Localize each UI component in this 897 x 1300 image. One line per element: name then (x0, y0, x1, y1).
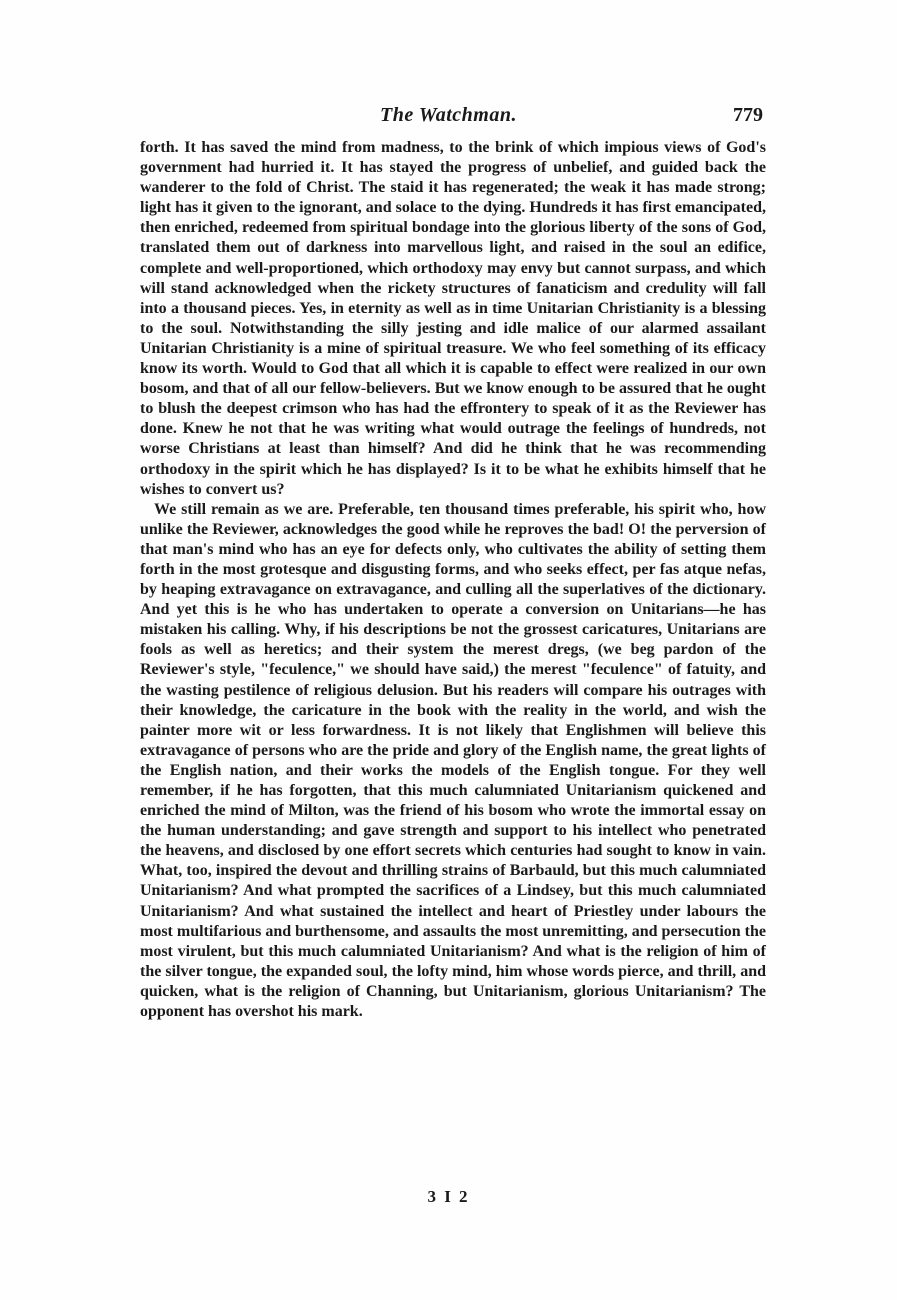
paragraph-2: We still remain as we are. Preferable, ten thousand times preferable, his spirit who, how unlike the Reviewer, acknowledges the good while he reproves the bad! O! the perversion of that man's mind who has an eye for defects only, who cultivates the ability of setting them forth in the most grotesque and disgusting forms, and who seeks effect, per fas atque nefas, by heaping extravagance on extravagance, and culling all the superlatives of the dictionary. And yet this is he who has undertaken to operate a conversion on Unitarians—he has mistaken his calling. Why, if his descriptions be not the grossest caricatures, Unitarians are fools as well as heretics; and their system the merest dregs, (we beg pardon of the Reviewer's style, "feculence," we should have said,) the merest "feculence" of fatuity, and the wasting pestilence of religious delusion. But his readers will compare his outrages with their knowledge, the caricature in the book with the reality in the world, and wish the painter more wit or less forwardness. It is not likely that Englishmen will believe this extravagance of persons who are the pride and glory of the English name, the great lights of the English nation, and their works the models of the English tongue. For they well remember, if he has forgotten, that this much calumniated Unitarianism quickened and enriched the mind of Milton, was the friend of his bosom who wrote the immortal essay on the human understanding; and gave strength and support to his intellect who penetrated the heavens, and disclosed by one effort secrets which centuries had sought to know in vain. What, too, inspired the devout and thrilling strains of Barbauld, but this much calumniated Unitarianism? And what prompted the sacrifices of a Lindsey, but this much calumniated Unitarianism? And what sustained the intellect and heart of Priestley under labours the most multifarious and burthensome, and assaults the most unremitting, and persecution the most virulent, but this much calumniated Unitarianism? And what is the religion of him of the silver tongue, the expanded soul, the lofty mind, him whose words pierce, and thrill, and quicken, what is the religion of Channing, but Unitarianism, glorious Unitarianism? The opponent has overshot his mark. (140, 500, 766, 1021)
signature-mark: 3 I 2 (427, 1187, 470, 1206)
page-number: 779 (733, 104, 763, 126)
body-text (140, 138, 766, 1022)
paragraph-1: forth. It has saved the mind from madness, to the brink of which impious views of God's government had hurried it. It has stayed the progress of unbelief, and guided back the wanderer to the fold of Christ. The staid it has regenerated; the weak it has made strong; light has it given to the ignorant, and solace to the dying. Hundreds it has first emancipated, then enriched, redeemed from spiritual bondage into the glorious liberty of the sons of God, translated them out of darkness into marvellous light, and raised in the soul an edifice, complete and well-proportioned, which orthodoxy may envy but cannot surpass, and which will stand acknowledged when the rickety structures of fanaticism and credulity will fall into a thousand pieces. Yes, in eternity as well as in time Unitarian Christianity is a blessing to the soul. Notwithstanding the silly jesting and idle malice of our alarmed assailant Unitarian Christianity is a mine of spiritual treasure. We who feel something of its efficacy know its worth. Would to God that all which it is capable to effect were realized in our own bosom, and that of all our fellow-believers. But we know enough to be assured that he ought to blush the deepest crimson who has had the effrontery to speak of it as the Reviewer has done. Knew he not that he was writing what would outrage the feelings of hundreds, not worse Christians at least than himself? And did he think that he was recommending orthodoxy in the spirit which he has displayed? Is it to be what he exhibits himself that he wishes to convert us? (140, 139, 766, 498)
running-title: The Watchman. (380, 104, 517, 126)
running-head (0, 104, 897, 134)
